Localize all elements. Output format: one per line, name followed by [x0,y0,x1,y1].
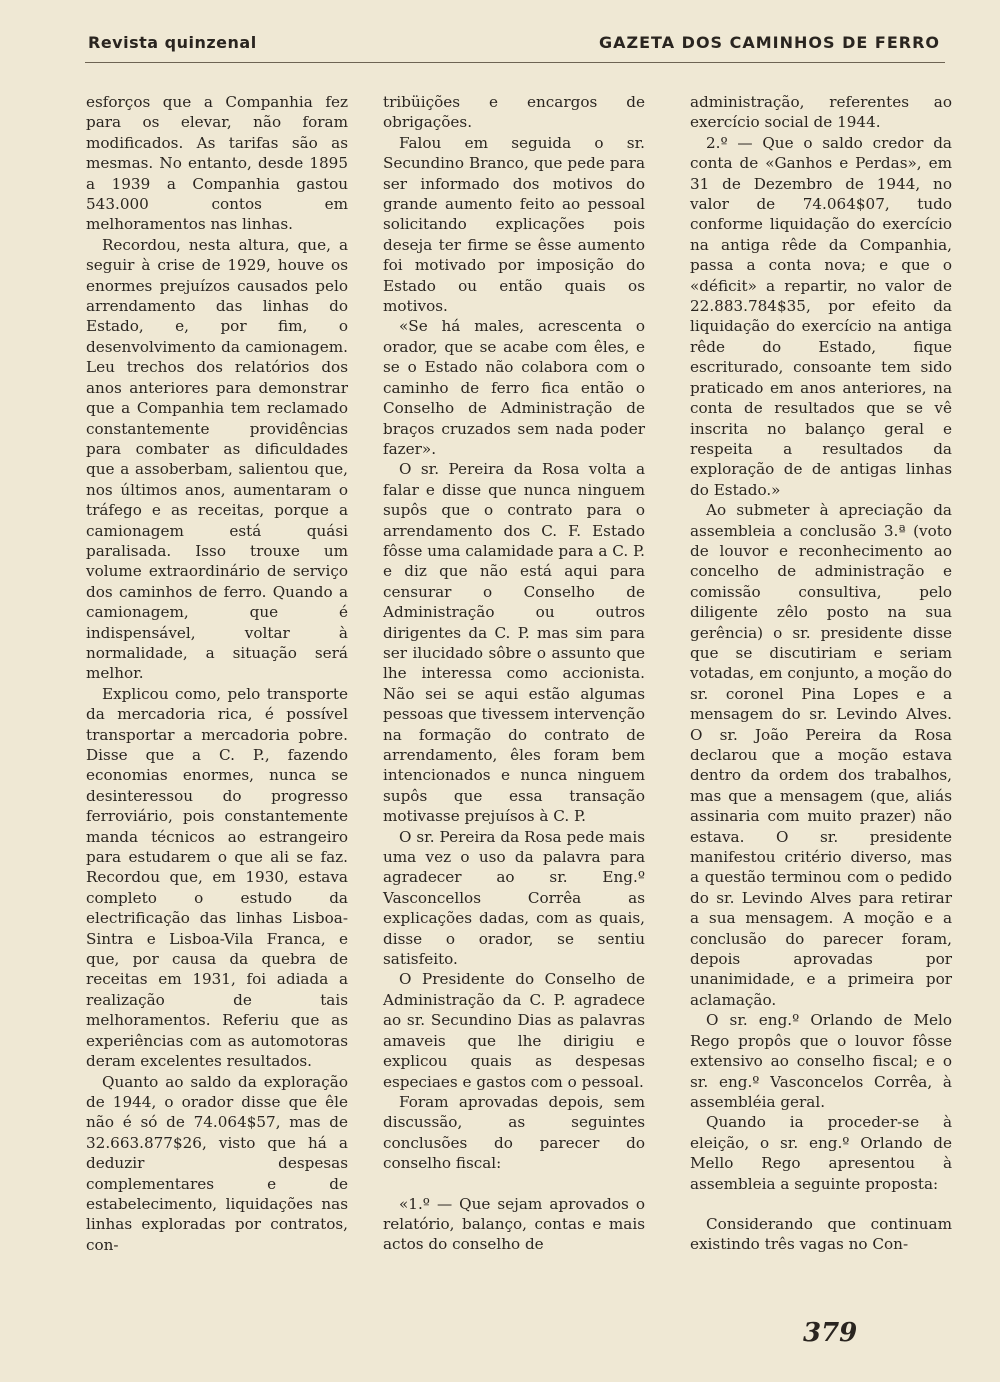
text-column-1 [86,92,348,1255]
paragraph: Ao submeter à apreciação da assembleia a conclusão 3.ª (voto de louvor e reconhecimento ao concelho de administração e comissão consultiva, pelo diligente zêlo posto na sua gerência) o sr. presidente disse que se discutiriam e seriam votadas, em conjunto, a moção do sr. coronel Pina Lopes e a mensagem do sr. Levindo Alves. O sr. João Pereira da Rosa declarou que a moção estava dentro da ordem dos trabalhos, mas que a mensagem (que, aliás assinaria com muito prazer) não estava. O sr. presidente manifestou critério diverso, mas a questão terminou com o pedido do sr. Levindo Alves para retirar a sua mensagem. A moção e a conclusão do parecer foram, depois aprovadas por unanimidade, e a primeira por aclamação. [690,501,952,1009]
paragraph: O sr. eng.º Orlando de Melo Rego propôs que o louvor fôsse extensivo ao conselho fiscal; e o sr. eng.º Vasconcelos Corrêa, à assembléia geral. [690,1011,952,1111]
paragraph: «Se há males, acrescenta o orador, que se acabe com êles, e se o Estado não colabora com o caminho de ferro fica então o Conselho de Administração de braços cruzados sem nada poder fazer». [383,317,645,458]
paragraph: O sr. Pereira da Rosa pede mais uma vez o uso da palavra para agradecer ao sr. Eng.º Vasconcellos Corrêa as explicações dadas, com as quais, disse o orador, se sentiu satisfeito. [383,827,645,969]
paragraph: Quando ia proceder-se à eleição, o sr. eng.º Orlando de Mello Rego apresentou à assembleia a seguinte proposta: [690,1113,952,1193]
paragraph: Recordou, nesta altura, que, a seguir à crise de 1929, houve os enormes prejuízos causados pelo arrendamento das linhas do Estado, e, por fim, o desenvolvimento da camionagem. Leu trechos dos relatórios dos anos anteriores para demonstrar que a Companhia tem reclamado constantemente providências para combater as dificuldades que a assoberbam, salientou que, nos últimos anos, aumentaram o tráfego e as receitas, porque a camionagem está quási paralisada. Isso trouxe um volume extraordinário de serviço dos caminhos de ferro. Quando a camionagem, que é indispensável, voltar à normalidade, a situação será melhor. [86,235,348,683]
paragraph: tribüições e encargos de obrigações. [383,93,645,132]
paragraph: «1.º — Que sejam aprovados o relatório, balanço, contas e mais actos do conselho de [383,1194,645,1254]
paragraph: Foram aprovadas depois, sem discussão, as seguintes conclusões do parecer do conselho fiscal: [383,1092,645,1173]
paragraph: Quanto ao saldo da exploração de 1944, o orador disse que êle não é só de 74.064$57, mas de 32.663.877$26, visto que há a deduzir despesas complementares e de estabelecimento, liquidações nas linhas exploradas por contratos, con- [86,1072,348,1254]
paragraph: 2.º — Que o saldo credor da conta de «Ganhos e Perdas», em 31 de Dezembro de 1944, no valor de 74.064$07, tudo conforme liquidação do exercício na antiga rêde da Companhia, passa a conta nova; e que o «déficit» a repartir, no valor de 22.883.784$35, por efeito da liquidação do exercício na antiga rêde do Estado, fique escriturado, consoante tem sido praticado em anos anteriores, na conta de resultados que se vê inscrita no balanço geral e respeita a resultados da exploração de de antigas linhas do Estado.» [690,133,952,499]
paragraph: Explicou como, pelo transporte da mercadoria rica, é possível transportar a mercadoria pobre. Disse que a C. P., fazendo economias enormes, nunca se desinteressou do progresso ferroviário, pois constantemente manda técnicos ao estrangeiro para estudarem o que ali se faz. Recordou que, em 1930, estava completo o estudo da electrificação das linhas Lisboa-Sintra e Lisboa-Vila Franca, e que, por causa da quebra de receitas em 1931, foi adiada a realização de tais melhoramentos. Referiu que as experiências com as automotoras deram excelentes resultados. [86,684,348,1071]
paragraph: O sr. Pereira da Rosa volta a falar e disse que nunca ninguem supôs que o contrato para o arrendamento dos C. F. Estado fôsse uma calamidade para a C. P. e diz que não está aqui para censurar o Conselho de Administração ou outros dirigentes da C. P. mas sim para ser ilucidado sôbre o assunto que lhe interessa como accionista. Não sei se aqui estão algumas pessoas que tivessem intervenção na formação do contrato de arrendamento, êles foram bem intencionados e nunca ninguem supôs que essa transação motivasse prejuísos à C. P. [383,460,645,826]
paragraph: Falou em seguida o sr. Secundino Branco, que pede para ser informado dos motivos do grande aumento feito ao pessoal solicitando explicações pois deseja ter firme se êsse aumento foi motivado por imposição do Estado ou então quais os motivos. [383,133,645,316]
page-number: 379 [803,1318,858,1348]
paragraph: administração, referentes ao exercício social de 1944. [690,93,952,132]
paragraph: esforços que a Companhia fez para os elevar, não foram modificados. As tarifas são as mesmas. No entanto, desde 1895 a 1939 a Companhia gastou 543.000 contos em melhoramentos nas linhas. [86,93,348,234]
paragraph: O Presidente do Conselho de Administração da C. P. agradece ao sr. Secundino Dias as palavras amaveis que lhe dirigiu e explicou quais as despesas especiaes e gastos com o pessoal. [383,970,645,1091]
running-header-right: GAZETA DOS CAMINHOS DE FERRO [598,33,940,52]
running-header-left: Revista quinzenal [88,33,257,52]
text-column-3 [690,92,952,1255]
header-rule [85,62,945,63]
text-column-2 [383,92,645,1255]
paragraph: Considerando que continuam existindo três vagas no Con- [690,1214,952,1254]
